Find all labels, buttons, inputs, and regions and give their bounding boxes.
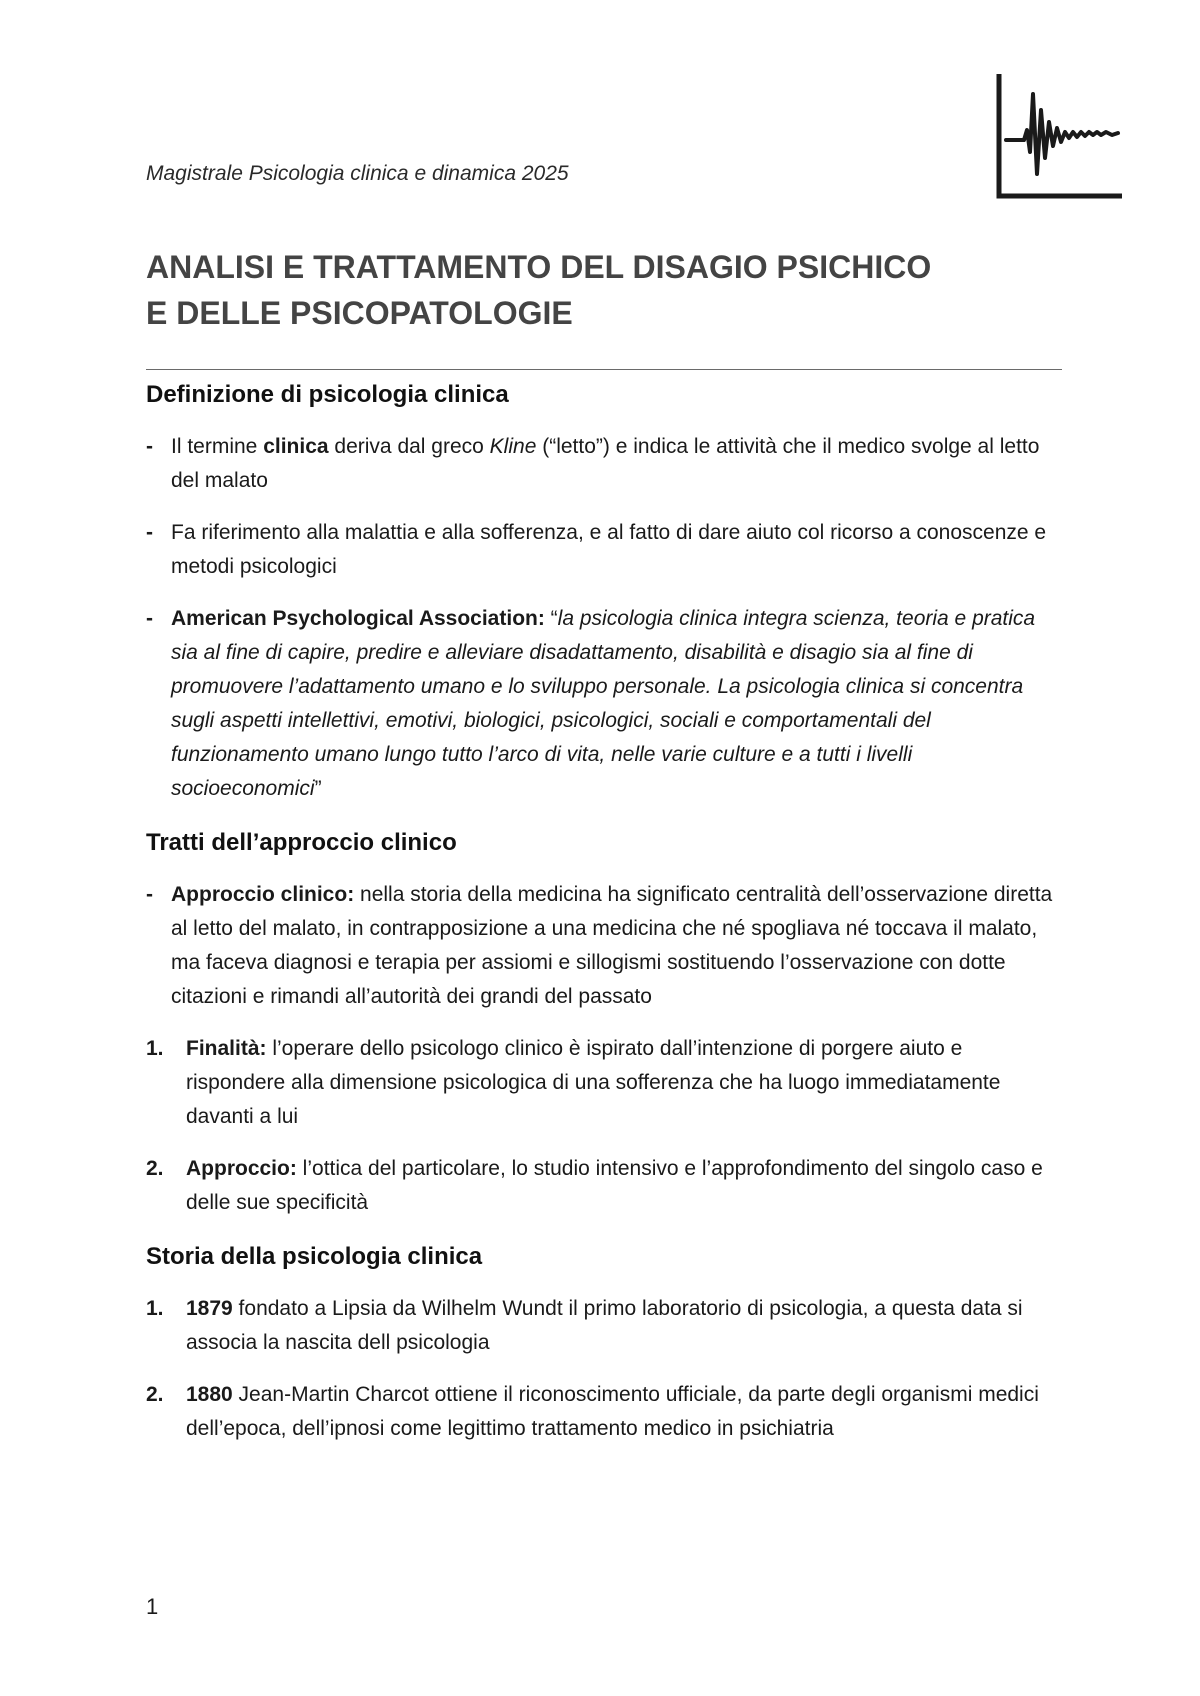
- number-marker: 1.: [146, 1297, 164, 1320]
- course-subtitle: Magistrale Psicologia clinica e dinamica 2025: [146, 162, 569, 185]
- section-heading: Definizione di psicologia clinica: [146, 381, 509, 408]
- item-bold: Finalità:: [186, 1037, 267, 1060]
- item-bold: clinica: [263, 435, 329, 458]
- list-item: [146, 602, 1066, 806]
- item-bold: Approccio clinico:: [171, 883, 355, 906]
- item-text: fondato a Lipsia da Wilhelm Wundt il primo laboratorio di psicologia, a questa data si associa la nascita dell psicologia: [186, 1297, 1023, 1354]
- item-text: l’ottica del particolare, lo studio intensivo e l’approfondimento del singolo caso e delle sue specificità: [186, 1157, 1043, 1214]
- list-item: [146, 1378, 1066, 1446]
- document-body: [146, 378, 1066, 1464]
- document-title: [146, 244, 1066, 336]
- item-text: l’operare dello psicologo clinico è ispirato dall’intenzione di porgere aiuto e rispondere alla dimensione psicologica di una sofferenza che ha luogo immediatamente davanti a lui: [186, 1037, 1001, 1128]
- item-bold: 1880: [186, 1383, 233, 1406]
- bullet-marker: -: [146, 883, 153, 906]
- item-text: Fa riferimento alla malattia e alla sofferenza, e al fatto di dare aiuto col ricorso a conoscenze e metodi psicologici: [171, 521, 1047, 578]
- waveform-logo-icon: [996, 74, 1122, 199]
- list-item: [146, 1152, 1066, 1220]
- item-text: Jean-Martin Charcot ottiene il riconoscimento ufficiale, da parte degli organismi medici dell’epoca, dell’ipnosi come legittimo trattamento medico in psichiatria: [186, 1383, 1039, 1440]
- item-text: (“letto”) e indica le attività che il medico svolge al letto del malato: [171, 435, 1040, 492]
- title-line-2: E DELLE PSICOPATOLOGIE: [146, 295, 573, 331]
- item-bold: 1879: [186, 1297, 233, 1320]
- list-item: [146, 878, 1066, 1014]
- number-marker: 2.: [146, 1157, 164, 1180]
- bullet-marker: -: [146, 607, 153, 630]
- list-item: [146, 430, 1066, 498]
- quote-mark: “: [544, 607, 558, 630]
- list-item: [146, 1292, 1066, 1360]
- item-bold: American Psychological Association:: [171, 607, 545, 630]
- section-heading: Storia della psicologia clinica: [146, 1243, 483, 1270]
- list-item: [146, 1032, 1066, 1134]
- item-text: nella storia della medicina ha significato centralità dell’osservazione diretta al letto del malato, in contrapposizione a una medicina che né spogliava né toccava il malato, ma faceva diagnosi e terapia per assiomi e sillogismi sostituendo l’osservazione con dotte citazioni e rimandi all’autorità dei grandi del passato: [171, 883, 1053, 1008]
- list-item: [146, 516, 1066, 584]
- number-marker: 2.: [146, 1383, 164, 1406]
- section-heading: Tratti dell’approccio clinico: [146, 829, 457, 856]
- item-text: deriva dal greco: [328, 435, 490, 458]
- section-storia: [146, 1240, 1066, 1446]
- bullet-marker: -: [146, 521, 153, 544]
- quote-mark: ”: [314, 777, 322, 800]
- title-line-1: ANALISI E TRATTAMENTO DEL DISAGIO PSICHICO: [146, 249, 932, 285]
- number-marker: 1.: [146, 1037, 164, 1060]
- item-bold: Approccio:: [186, 1157, 297, 1180]
- bullet-marker: -: [146, 435, 153, 458]
- section-tratti: [146, 826, 1066, 1220]
- item-text: Il termine: [171, 435, 264, 458]
- item-quote: la psicologia clinica integra scienza, teoria e pratica sia al fine di capire, predire e alleviare disadattamento, disabilità e disagio sia al fine di promuovere l’adattamento umano e lo sviluppo personale. La psicologia clinica si concentra sugli aspetti intellettivi, emotivi, biologici, psicologici, sociali e comportamentali del funzionamento umano lungo tutto l’arco di vita, nelle varie culture e a tutti i livelli socioeconomici: [171, 607, 1036, 800]
- title-divider: [146, 369, 1062, 370]
- page-number: 1: [146, 1594, 159, 1619]
- section-definizione: [146, 378, 1066, 806]
- item-italic: Kline: [489, 435, 537, 458]
